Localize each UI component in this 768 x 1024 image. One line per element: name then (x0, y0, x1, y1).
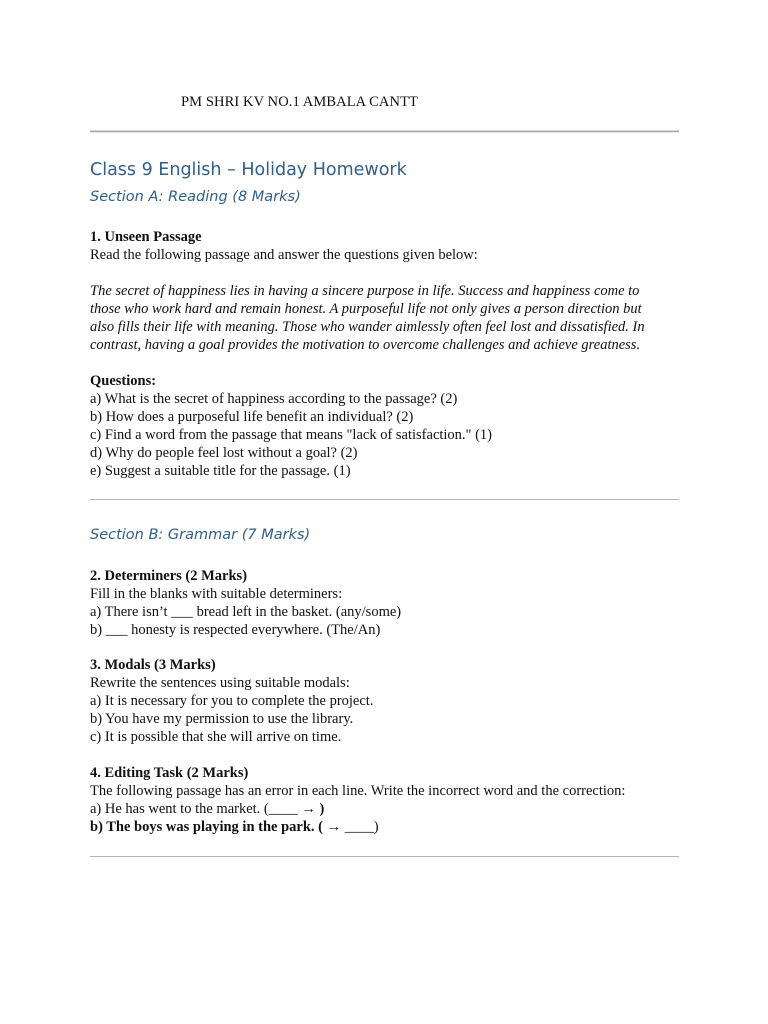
q4-heading: 4. Editing Task (2 Marks) (90, 765, 249, 781)
q4-item-a-bold: → ) (301, 801, 325, 817)
question-4 (90, 764, 690, 836)
q3-item: c) It is possible that she will arrive on time. (90, 729, 342, 745)
q3-heading: 3. Modals (3 Marks) (90, 657, 216, 673)
q4-item-b-text: ____) (344, 819, 379, 835)
question-2 (90, 567, 690, 639)
passage-line: contrast, having a goal provides the motivation to overcome challenges and achieve greatness. (90, 337, 641, 353)
question-item: c) Find a word from the passage that means "lack of satisfaction." (1) (90, 427, 493, 443)
q3-item: a) It is necessary for you to complete the project. (90, 693, 374, 709)
q2-instruction: Fill in the blanks with suitable determiners: (90, 586, 343, 602)
passage-line: those who work hard and remain honest. A purposeful life not only gives a person direction but (90, 301, 642, 317)
q1-questions (90, 372, 690, 480)
section-divider (90, 499, 679, 500)
page-title: Class 9 English – Holiday Homework (90, 160, 407, 180)
section-b-heading: Section B: Grammar (7 Marks) (90, 527, 311, 543)
question-item: a) What is the secret of happiness according to the passage? (2) (90, 391, 458, 407)
q4-item-b-bold: b) The boys was playing in the park. ( → (90, 819, 345, 835)
question-item: b) How does a purposeful life benefit an individual? (2) (90, 409, 414, 425)
q3-item: b) You have my permission to use the library. (90, 711, 354, 727)
q3-instruction: Rewrite the sentences using suitable modals: (90, 675, 350, 691)
q4-item-a (90, 800, 690, 818)
q2-heading: 2. Determiners (2 Marks) (90, 568, 248, 584)
passage-line: also fills their life with meaning. Those who wander aimlessly often feel lost and dissatisfied. In (90, 319, 645, 335)
q2-item: a) There isn’t ___ bread left in the basket. (any/some) (90, 604, 402, 620)
q1-heading: 1. Unseen Passage (90, 229, 202, 245)
section-divider (90, 856, 679, 857)
questions-heading: Questions: (90, 373, 157, 389)
header-divider (90, 130, 679, 133)
question-item: e) Suggest a suitable title for the passage. (1) (90, 463, 351, 479)
q2-item: b) ___ honesty is respected everywhere. (The/An) (90, 622, 381, 638)
question-1 (90, 228, 690, 264)
question-3 (90, 656, 690, 746)
q1-instruction: Read the following passage and answer the questions given below: (90, 247, 478, 263)
question-item: d) Why do people feel lost without a goal? (2) (90, 445, 358, 461)
q4-instruction: The following passage has an error in each line. Write the incorrect word and the correction: (90, 783, 626, 799)
section-a-heading: Section A: Reading (8 Marks) (90, 189, 301, 205)
passage-line: The secret of happiness lies in having a sincere purpose in life. Success and happiness come to (90, 283, 640, 299)
q4-item-a-text: a) He has went to the market. (____ (90, 801, 302, 817)
q4-item-b (90, 818, 690, 836)
unseen-passage (90, 282, 690, 354)
school-header: PM SHRI KV NO.1 AMBALA CANTT (181, 94, 418, 110)
